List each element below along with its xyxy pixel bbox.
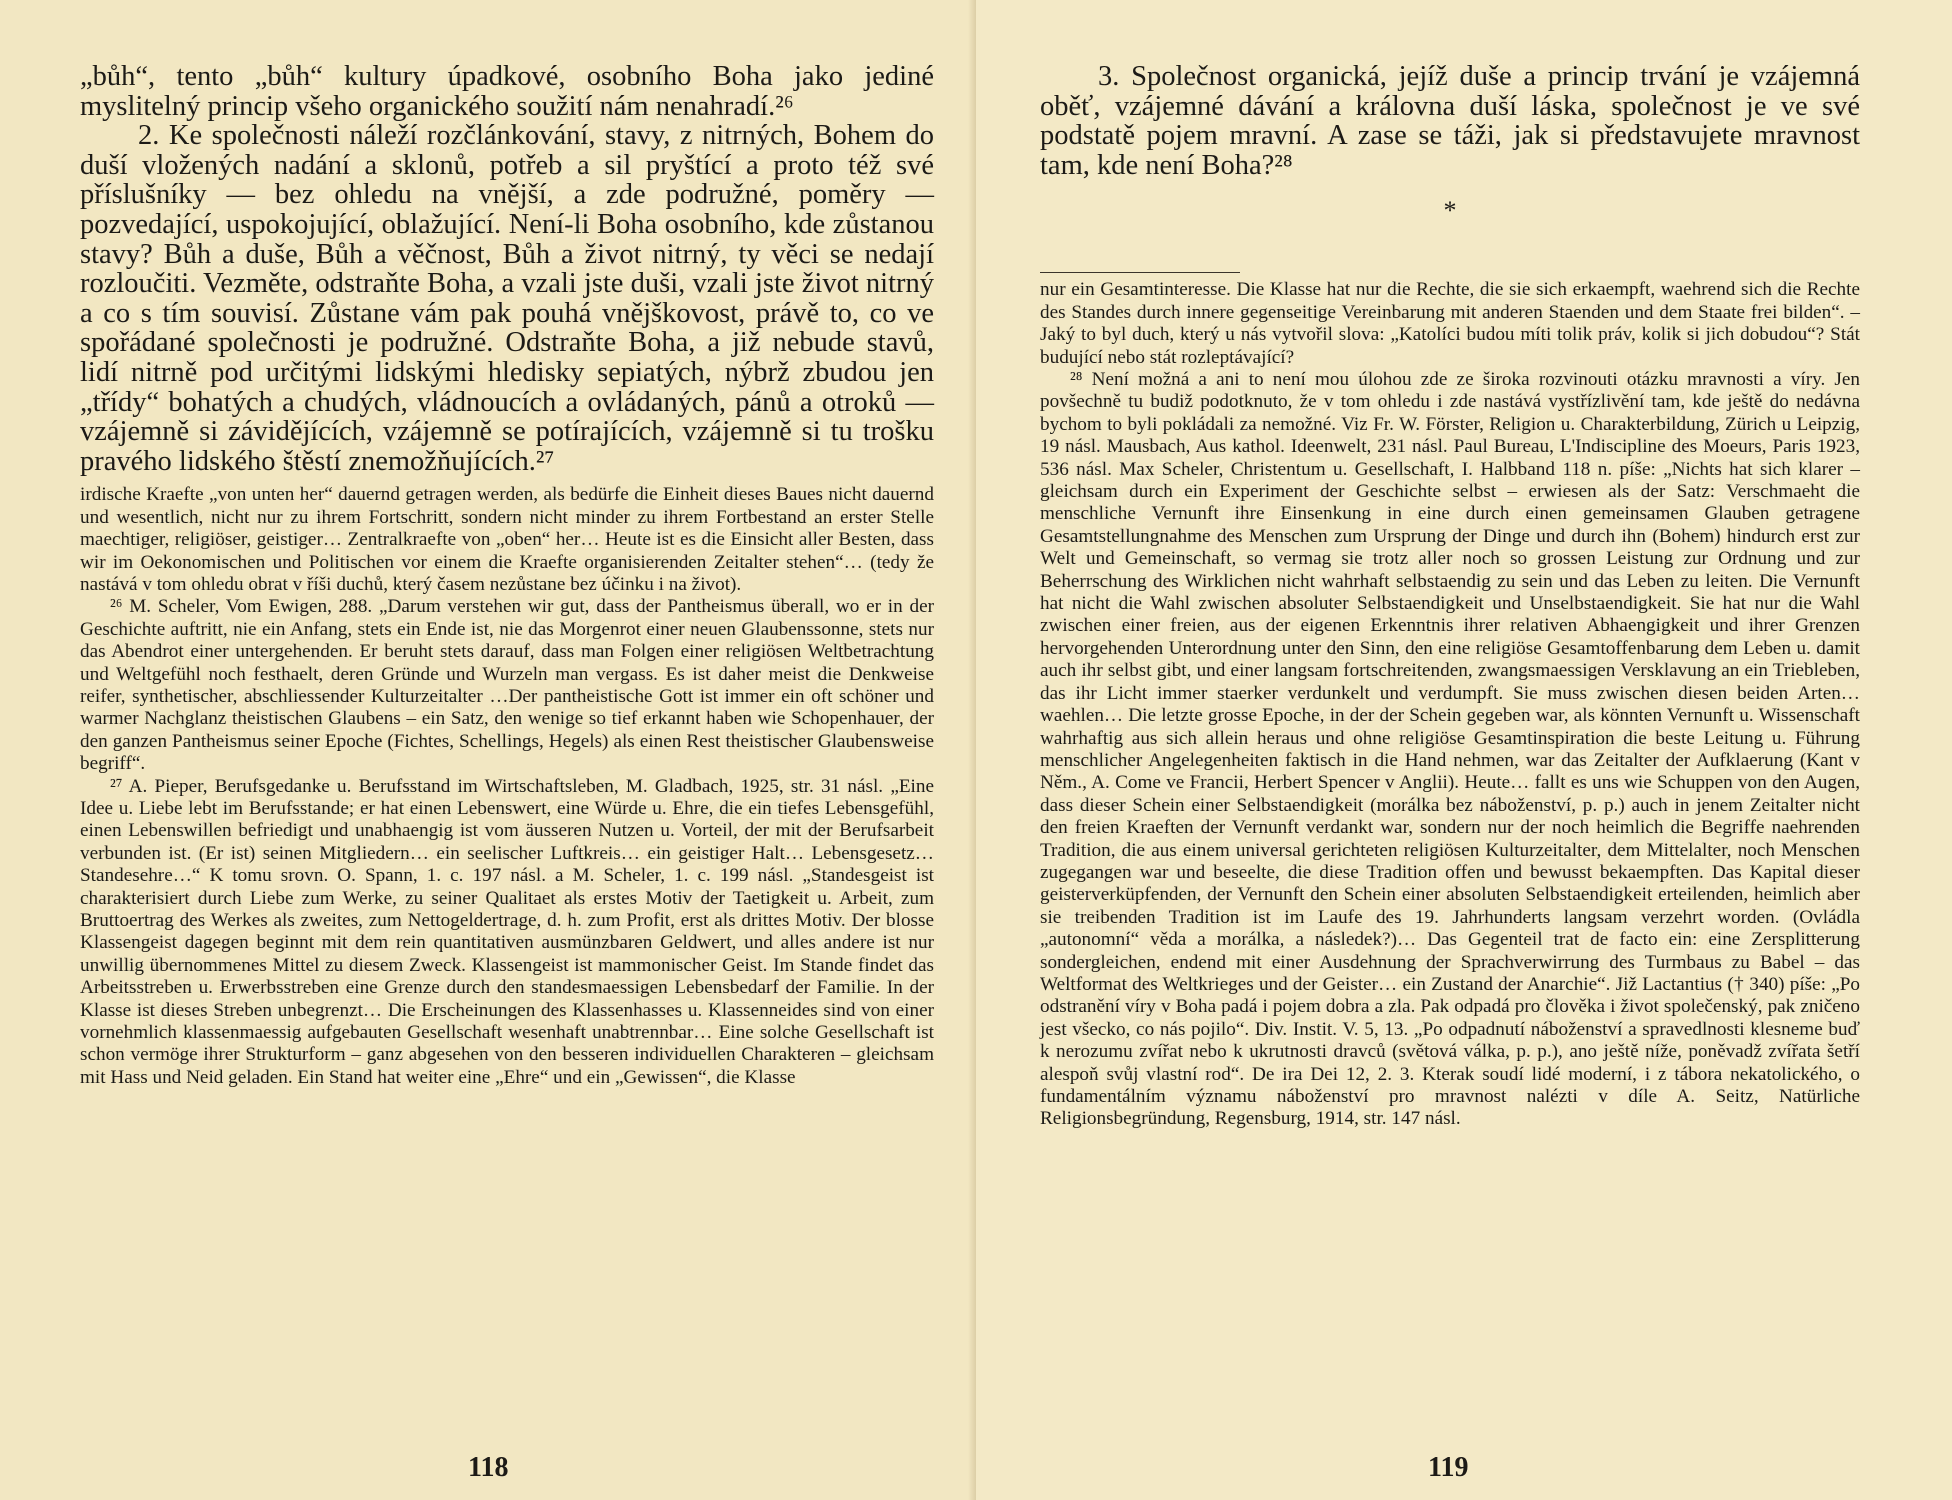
right-page: [976, 0, 1952, 1500]
left-footnotes: [80, 484, 934, 1089]
right-main-text: [1040, 62, 1860, 180]
footnote-28: ²⁸ Není možná a ani to není mou úlohou zde ze široka rozvinouti otázku mravnosti a víry. Jen povšechně tu budiž podotknuto, že v tom ohledu i zde nastává vystřízlivění tam, kde ještě do nedávna bychom to byli pokládali za nemožné. Viz Fr. W. Förster, Religion u. Charakterbildung, Zürich u Leipzig, 19 násl. Mausbach, Aus kathol. Ideenwelt, 231 násl. Paul Bureau, L'Indiscipline des Moeurs, Paris 1923, 536 násl. Max Scheler, Christentum u. Gesellschaft, I. Halbband 118 n. píše: „Nichts hat sich klarer – gleichsam durch ein Experiment der Geschichte selbst – erwiesen als der Satz: Verschmaeht die menschliche Vernunft ihre Einsenkung in eine durch einen gemeinsamen Glauben getragene Gesamtstellungnahme des Menschen zum Ursprung der Dinge und durch ihn (Bohem) hindurch erst zur Welt und Gemeinschaft, so vermag sie trotz aller noch so grossen Leistung zur Ordnung und zur Beherrschung des Wirklichen nicht wahrhaft selbstaendig zu sein und das Leben zu leiten. Die Vernunft hat nicht die Wahl zwischen absoluter Selbstaendigkeit und Unselbstaendigkeit. Sie hat nur die Wahl zwischen einer freien, aus der eigenen Erkenntnis ihrer relativen Abhaengigkeit und ihrer Grenzen hervorgehenden Unterordnung unter den Sinn, den eine religiöse Gesamtoffenbarung dem Leben u. damit auch ihr selbst gibt, und einer langsam fortschreitenden, zwangsmaessigen Versklavung an ein Triebleben, das ihr Licht immer staerker verdunkelt und verdumpft. Sie muss zwischen diesen beiden Arten… waehlen… Die letzte grosse Epoche, in der der Schein gegeben war, als könnten Vernunft u. Wissenschaft wahrhaftig aus sich allein heraus und ohne religiöse Gesamtinspiration die beste Leitung u. Führung menschlicher Angelegenheiten faktisch in die Hand nehmen, war das Zeitalter der Aufklaerung (Kant v Něm., A. Come ve Francii, Herbert Spencer v Anglii). Heute… fallt es uns wie Schuppen von den Augen, dass dieser Schein einer Selbstaendigkeit (morálka bez náboženství, p. p.) auch in jenem Zeitalter nicht den freien Kraeften der Vernunft verdankt war, sondern nur der noch heimlich die Begriffe naehrenden Tradition, die aus einem universal gerichteten religiösen Kulturzeitalter, dem Mittelalter, noch Menschen zugegangen war und beseelte, die diese Tradition offen und bewusst bekaempften. Das Kapital dieser geisterverküpfenden, der Vernunft den Schein einer absoluten Selbstaendigkeit erteilenden, heimlich aber sie treibenden Tradition ist im Laufe des 19. Jahrhunderts langsam verzehrt worden. (Ovládla „autonomní“ věda a morálka, a následek?)… Das Gegenteil trat de facto ein: eine Zersplitterung sondergleichen, endend mit einer Ausdehnung der Sprachverwirrung des Turmbaus zu Babel – das Weltformat des Weltkrieges und der Geister… ein Zustand der Anarchie“. Již Lactantius († 340) píše: „Po odstranění víry v Boha padá i pojem dobra a zla. Pak odpadá pro člověka i život společenský, pak zničeno jest všecko, co nás pojilo“. Div. Instit. V. 5, 13. „Po odpadnutí náboženství a spravedlnosti klesneme buď k nerozumu zvířat nebo k ukrutnosti dravců (světová válka, p. p.), ano ještě níže, poněvadž zvířata šetří alespoň svůj vlastní rod“. De ira Dei 12, 2. 3. Kterak soudí lidé moderní, i z tábora nekatolického, o fundamentálním významu náboženství pro mravnost nalézti v díle A. Seitz, Natürliche Religionsbegründung, Regensburg, 1914, str. 147 násl.: [1040, 369, 1860, 1130]
footnote-26: ²⁶ M. Scheler, Vom Ewigen, 288. „Darum verstehen wir gut, dass der Pantheismus überall, wo er in der Geschichte auftritt, nie ein Anfang, stets ein Ende ist, nie das Morgenrot einer neuen Glaubenssonne, stets nur das Abendrot einer untergehenden. Er beruht stets darauf, dass man Folgen einer religiösen Weltbetrachtung und Weltgefühl noch festhaelt, deren Gründe und Wurzeln man vergass. Es ist daher meist die Denkweise reifer, synthetischer, abschliessender Kulturzeitalter …Der pantheistische Gott ist immer ein oft schöner und warmer Nachglanz theistischen Glaubens – ein Satz, den wenige so tief erkannt haben wie Schopenhauer, der den ganzen Pantheismus seiner Epoche (Fichtes, Schellings, Hegels) als einen Rest theistischer Glaubensweise begriff“.: [80, 596, 934, 775]
right-main-paragraph-1: 3. Společnost organická, jejíž duše a princip trvání je vzájemná oběť, vzájemné dávání a královna duší láska, společnost je ve své podstatě pojem mravní. A zase se táži, jak si představujete mravnost tam, kde není Boha?²⁸: [1040, 61, 1860, 181]
footnote-rule-right: [1040, 272, 1240, 273]
left-main-paragraph-1: „bůh“, tento „bůh“ kultury úpadkové, osobního Boha jako jediné myslitelný princip všeho organického soužití nám nenahradí.²⁶: [80, 61, 934, 122]
footnote-27: ²⁷ A. Pieper, Berufsgedanke u. Berufsstand im Wirtschaftsleben, M. Gladbach, 1925, str. 31 násl. „Eine Idee u. Liebe lebt im Berufsstande; er hat einen Lebenswert, eine Würde u. Ehre, die ein tiefes Lebensgefühl, einen Lebenswillen befriedigt und unabhaengig ist vom äusseren Nutzen u. Vorteil, der mit der Berufsarbeit verbunden ist. (Er ist) seinen Mitgliedern… ein seelischer Luftkreis… ein geistiger Halt… Lebensgesetz… Standesehre…“ K tomu srovn. O. Spann, 1. c. 197 násl. a M. Scheler, 1. c. 199 násl. „Standesgeist ist charakterisiert durch Liebe zum Werke, zu seiner Qualitaet als erstes Motiv der Taetigkeit u. Arbeit, zum Bruttoertrag des Werkes als zweites, zum Nettogeldertrage, d. h. zum Profit, erst als drittes Motiv. Der blosse Klassengeist dagegen beginnt mit dem rein quantitativen ausmünzbaren Geldwert, und alles andere ist nur unwillig übernommenes Mittel zu diesem Zweck. Klassengeist ist mammonischer Geist. Im Stande findet das Arbeitsstreben u. Erwerbsstreben eine Grenze durch den standesmaessigen Lebensbedarf der Familie. In der Klasse ist dieses Streben unbegrenzt… Die Erscheinungen des Klassenhasses u. Klassenneides sind von einer vornehmlich klassenmaessig aufgebauten Gesellschaft wesenhaft unabtrennbar… Eine solche Gesellschaft ist schon vermöge ihrer Strukturform – ganz abgesehen von den besseren individuellen Charakteren – gleichsam mit Hass und Neid geladen. Ein Stand hat weiter eine „Ehre“ und ein „Gewissen“, die Klasse: [80, 775, 934, 1088]
page-number-left: 118: [468, 1452, 509, 1483]
left-main-text: [80, 62, 934, 476]
footnote-continuation-right: nur ein Gesamtinteresse. Die Klasse hat nur die Rechte, die sie sich erkaempft, waehrend sich die Rechte des Standes durch innere gegenseitige Vereinbarung mit anderen Staenden und dem Staate frei bilden“. – Jaký to byl duch, který u nás vytvořil slova: „Katolíci budou míti tolik práv, kolik si jich dobudou“? Stát budující nebo stát rozleptávající?: [1040, 279, 1860, 368]
section-divider: *: [1443, 196, 1457, 226]
footnote-continuation: irdische Kraefte „von unten her“ dauernd getragen werden, als bedürfe die Einheit dieses Baues nicht dauernd und wesentlich, nicht nur zu ihrem Fortschritt, sondern nicht minder zu ihrem Fortbestand an erster Stelle maechtiger, religiöser, geistiger… Zentralkraefte von „oben“ her… Heute ist es die Einsicht aller Besten, dass wir im Oekonomischen und Politischen vor einem die Kraefte organisierenden Zeitalter stehen“… (tedy že nastává v tom ohledu obrat v říši duchů, který časem nezůstane bez účinku i na život).: [80, 484, 934, 595]
right-footnotes: [1040, 279, 1860, 1130]
page-number-right: 119: [1428, 1452, 1469, 1483]
left-main-paragraph-2: 2. Ke společnosti náleží rozčlánkování, stavy, z nitrných, Bohem do duší vložených nadání a sklonů, potřeb a sil pryštící a proto též své příslušníky — bez ohledu na vnější, a zde podružné, poměry — pozvedající, uspokojující, oblažující. Není-li Boha osobního, kde zůstanou stavy? Bůh a duše, Bůh a věčnost, Bůh a život nitrný, ty věci se nedají rozloučiti. Vezměte, odstraňte Boha, a vzali jste duši, vzali jste život nitrný a co s tím souvisí. Zůstane vám pak pouhá vnějškovost, právě to, co ve spořádané společnosti je podružné. Odstraňte Boha, a již nebude stavů, lidí nitrně pod určitými lidskými hledisky sepiatých, nýbrž zbudou jen „třídy“ bohatých a chudých, vládnoucích a ovládaných, pánů a otroků — vzájemně si závidějících, vzájemně se potírajících, vzájemně si tu trošku pravého lidského štěstí znemožňujících.²⁷: [80, 120, 934, 477]
